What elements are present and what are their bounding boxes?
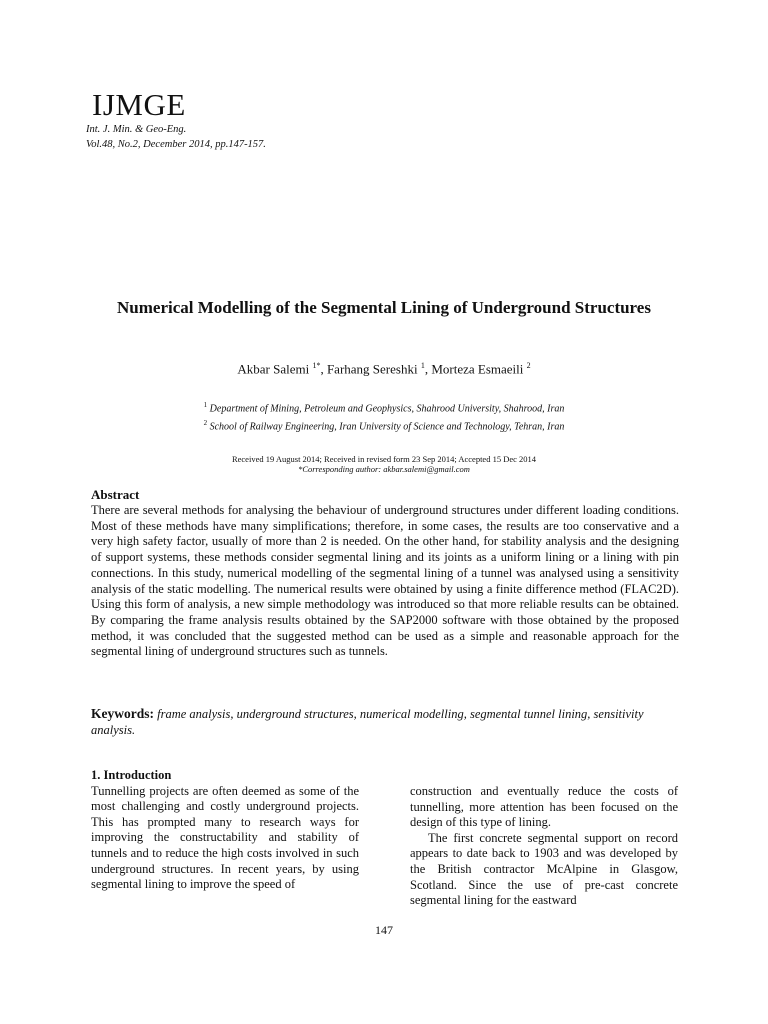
received-dates: Received 19 August 2014; Received in revised form 23 Sep 2014; Accepted 15 Dec 2014 — [231, 454, 537, 464]
author-separator: , — [320, 361, 327, 377]
keywords-text: frame analysis, underground structures, numerical modelling, segmental tunnel lining, sensitivity analysis. — [91, 707, 644, 737]
affiliation-mark: 1 — [203, 401, 208, 409]
affiliation-text: Department of Mining, Petroleum and Geophysics, Shahrood University, Shahrood, Iran — [209, 403, 565, 415]
keywords-section — [91, 706, 679, 738]
body-paragraph: Tunnelling projects are often deemed as some of the most challenging and costly underground projects. This has prompted many to research ways for improving the constructability and stability of tunnels and to reduce the high costs involved in such underground structures. In recent years, by using segmental lining to improve the speed of — [91, 783, 359, 892]
journal-abbreviation: Int. J. Min. & Geo-Eng. — [86, 124, 187, 135]
paper-title: Numerical Modelling of the Segmental Lining of Underground Structures — [117, 298, 651, 317]
affiliation — [84, 419, 684, 432]
abstract-section — [91, 487, 679, 660]
journal-name: IJMGE — [92, 87, 186, 122]
corresponding-author: *Corresponding author: akbar.salemi@gmail.com — [298, 464, 470, 474]
affiliation-mark: 2 — [203, 419, 208, 427]
body-column-right — [410, 784, 678, 909]
author-affiliation-mark: 1* — [312, 361, 321, 370]
body-paragraph: The first concrete segmental support on record appears to date back to 1903 and was developed by the British contractor McAlpine in Glasgow, Scotland. Since the use of pre-cast concrete segmental lining for the eastward — [410, 830, 678, 908]
section-heading: 1. Introduction — [91, 768, 172, 782]
author-affiliation-mark: 1 — [420, 361, 425, 370]
author-name: Akbar Salemi — [237, 361, 310, 377]
abstract-heading: Abstract — [91, 487, 140, 502]
keywords-label: Keywords: — [91, 706, 154, 721]
author-affiliation-mark: 2 — [526, 361, 531, 370]
article-dates — [84, 454, 684, 474]
affiliation-text: School of Railway Engineering, Iran University of Science and Technology, Tehran, Iran — [209, 421, 565, 433]
body-paragraph: construction and eventually reduce the costs of tunnelling, more attention has been focused on the design of this type of lining. — [410, 784, 678, 830]
author-name: Morteza Esmaeili — [431, 361, 524, 377]
affiliation — [84, 401, 684, 414]
author-name: Farhang Sereshki — [326, 361, 418, 377]
body-column-left — [91, 768, 359, 893]
journal-header — [86, 87, 266, 152]
abstract-body: There are several methods for analysing the behaviour of underground structures under different loading conditions. Most of these methods have many simplifications; therefore, in some cases, the results are too conservative and a very high safety factor, usually of more than 2 is needed. On the other hand, for stability analysis and the designing of support systems, these methods consider segmental lining and its joints as a uniform lining or a lining with pin connections. In this study, numerical modelling of the segmental lining of a tunnel was analysed using a sensitivity analysis of the static modelling. The numerical results were obtained by using a finite difference method (FLAC2D). Using this form of analysis, a new simple methodology was introduced so that more reliable results can be obtained. By comparing the frame analysis results obtained by the SAP2000 software with those obtained by the proposed method, it was concluded that the suggested method can be used as a simple and reasonable approach for the segmental lining of underground structures such as tunnels. — [91, 503, 679, 659]
author-separator: , — [424, 361, 432, 377]
author-list — [84, 361, 684, 377]
journal-issue: Vol.48, No.2, December 2014, pp.147-157. — [86, 139, 266, 150]
page-number: 147 — [375, 923, 393, 937]
